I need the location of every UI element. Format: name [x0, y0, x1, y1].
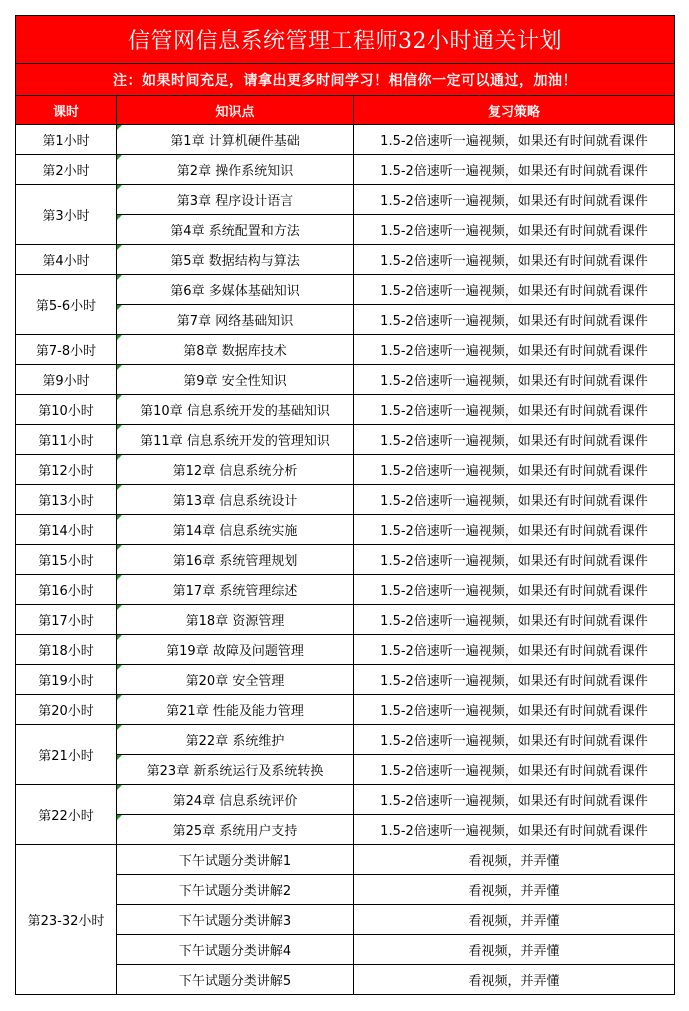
strategy-cell: 1.5-2倍速听一遍视频，如果还有时间就看课件 — [354, 515, 675, 545]
table-row — [16, 545, 675, 575]
topic-cell: 第14章 信息系统实施 — [117, 515, 354, 545]
strategy-cell: 1.5-2倍速听一遍视频，如果还有时间就看课件 — [354, 365, 675, 395]
strategy-cell: 1.5-2倍速听一遍视频，如果还有时间就看课件 — [354, 635, 675, 665]
hour-cell: 第13小时 — [16, 485, 117, 515]
hour-cell: 第21小时 — [16, 725, 117, 785]
table-row — [16, 245, 675, 275]
topic-cell: 第3章 程序设计语言 — [117, 185, 354, 215]
topic-cell: 第16章 系统管理规划 — [117, 545, 354, 575]
table-row — [16, 605, 675, 635]
hour-cell: 第19小时 — [16, 665, 117, 695]
strategy-cell: 1.5-2倍速听一遍视频，如果还有时间就看课件 — [354, 545, 675, 575]
topic-cell: 第11章 信息系统开发的管理知识 — [117, 425, 354, 455]
hour-cell: 第18小时 — [16, 635, 117, 665]
topic-cell: 第2章 操作系统知识 — [117, 155, 354, 185]
strategy-cell: 1.5-2倍速听一遍视频，如果还有时间就看课件 — [354, 725, 675, 755]
strategy-cell: 1.5-2倍速听一遍视频，如果还有时间就看课件 — [354, 215, 675, 245]
header-hour: 课时 — [16, 96, 117, 125]
hour-cell: 第17小时 — [16, 605, 117, 635]
strategy-cell: 1.5-2倍速听一遍视频，如果还有时间就看课件 — [354, 425, 675, 455]
study-plan-table — [15, 15, 675, 995]
topic-cell: 下午试题分类讲解1 — [117, 845, 354, 875]
hour-cell: 第15小时 — [16, 545, 117, 575]
table-row — [16, 485, 675, 515]
table-row — [16, 665, 675, 695]
strategy-cell: 1.5-2倍速听一遍视频，如果还有时间就看课件 — [354, 335, 675, 365]
hour-cell: 第3小时 — [16, 185, 117, 245]
topic-cell: 第24章 信息系统评价 — [117, 785, 354, 815]
strategy-cell: 1.5-2倍速听一遍视频，如果还有时间就看课件 — [354, 575, 675, 605]
header-topic: 知识点 — [117, 96, 354, 125]
strategy-cell: 1.5-2倍速听一遍视频，如果还有时间就看课件 — [354, 755, 675, 785]
table-row — [16, 155, 675, 185]
strategy-cell: 1.5-2倍速听一遍视频，如果还有时间就看课件 — [354, 305, 675, 335]
table-row — [16, 695, 675, 725]
strategy-cell: 1.5-2倍速听一遍视频，如果还有时间就看课件 — [354, 695, 675, 725]
topic-cell: 第5章 数据结构与算法 — [117, 245, 354, 275]
strategy-cell: 看视频，并弄懂 — [354, 905, 675, 935]
strategy-cell: 看视频，并弄懂 — [354, 935, 675, 965]
table-row — [16, 185, 675, 215]
strategy-cell: 1.5-2倍速听一遍视频，如果还有时间就看课件 — [354, 125, 675, 155]
table-row — [16, 395, 675, 425]
table-row — [16, 335, 675, 365]
hour-cell: 第7-8小时 — [16, 335, 117, 365]
topic-cell: 第8章 数据库技术 — [117, 335, 354, 365]
hour-cell: 第1小时 — [16, 125, 117, 155]
hour-cell: 第23-32小时 — [16, 845, 117, 995]
topic-cell: 第22章 系统维护 — [117, 725, 354, 755]
table-row — [16, 275, 675, 305]
strategy-cell: 1.5-2倍速听一遍视频，如果还有时间就看课件 — [354, 785, 675, 815]
table-row — [16, 575, 675, 605]
page-title: 信管网信息系统管理工程师32小时通关计划 — [16, 16, 675, 64]
strategy-cell: 1.5-2倍速听一遍视频，如果还有时间就看课件 — [354, 155, 675, 185]
topic-cell: 第18章 资源管理 — [117, 605, 354, 635]
table-row — [16, 725, 675, 755]
topic-cell: 第23章 新系统运行及系统转换 — [117, 755, 354, 785]
table-row — [16, 635, 675, 665]
topic-cell: 下午试题分类讲解3 — [117, 905, 354, 935]
topic-cell: 第25章 系统用户支持 — [117, 815, 354, 845]
hour-cell: 第4小时 — [16, 245, 117, 275]
hour-cell: 第14小时 — [16, 515, 117, 545]
study-plan-sheet — [15, 15, 674, 995]
topic-cell: 第21章 性能及能力管理 — [117, 695, 354, 725]
hour-cell: 第2小时 — [16, 155, 117, 185]
topic-cell: 第13章 信息系统设计 — [117, 485, 354, 515]
hour-cell: 第11小时 — [16, 425, 117, 455]
topic-cell: 第9章 安全性知识 — [117, 365, 354, 395]
table-row — [16, 785, 675, 815]
topic-cell: 下午试题分类讲解5 — [117, 965, 354, 995]
strategy-cell: 1.5-2倍速听一遍视频，如果还有时间就看课件 — [354, 815, 675, 845]
topic-cell: 第7章 网络基础知识 — [117, 305, 354, 335]
topic-cell: 第20章 安全管理 — [117, 665, 354, 695]
topic-cell: 第4章 系统配置和方法 — [117, 215, 354, 245]
strategy-cell: 看视频，并弄懂 — [354, 845, 675, 875]
topic-cell: 第1章 计算机硬件基础 — [117, 125, 354, 155]
topic-cell: 下午试题分类讲解4 — [117, 935, 354, 965]
hour-cell: 第9小时 — [16, 365, 117, 395]
table-row — [16, 455, 675, 485]
strategy-cell: 1.5-2倍速听一遍视频，如果还有时间就看课件 — [354, 395, 675, 425]
strategy-cell: 1.5-2倍速听一遍视频，如果还有时间就看课件 — [354, 605, 675, 635]
strategy-cell: 1.5-2倍速听一遍视频，如果还有时间就看课件 — [354, 245, 675, 275]
topic-cell: 第10章 信息系统开发的基础知识 — [117, 395, 354, 425]
hour-cell: 第10小时 — [16, 395, 117, 425]
table-row — [16, 425, 675, 455]
topic-cell: 第19章 故障及问题管理 — [117, 635, 354, 665]
table-row — [16, 845, 675, 875]
topic-cell: 第12章 信息系统分析 — [117, 455, 354, 485]
strategy-cell: 看视频，并弄懂 — [354, 875, 675, 905]
encouragement-note: 注：如果时间充足，请拿出更多时间学习！相信你一定可以通过，加油！ — [16, 64, 675, 96]
hour-cell: 第16小时 — [16, 575, 117, 605]
topic-cell: 第17章 系统管理综述 — [117, 575, 354, 605]
hour-cell: 第5-6小时 — [16, 275, 117, 335]
topic-cell: 下午试题分类讲解2 — [117, 875, 354, 905]
table-row — [16, 515, 675, 545]
strategy-cell: 1.5-2倍速听一遍视频，如果还有时间就看课件 — [354, 185, 675, 215]
table-row — [16, 125, 675, 155]
strategy-cell: 1.5-2倍速听一遍视频，如果还有时间就看课件 — [354, 485, 675, 515]
strategy-cell: 1.5-2倍速听一遍视频，如果还有时间就看课件 — [354, 665, 675, 695]
topic-cell: 第6章 多媒体基础知识 — [117, 275, 354, 305]
strategy-cell: 看视频，并弄懂 — [354, 965, 675, 995]
strategy-cell: 1.5-2倍速听一遍视频，如果还有时间就看课件 — [354, 275, 675, 305]
hour-cell: 第20小时 — [16, 695, 117, 725]
hour-cell: 第12小时 — [16, 455, 117, 485]
strategy-cell: 1.5-2倍速听一遍视频，如果还有时间就看课件 — [354, 455, 675, 485]
table-row — [16, 365, 675, 395]
header-strategy: 复习策略 — [354, 96, 675, 125]
hour-cell: 第22小时 — [16, 785, 117, 845]
